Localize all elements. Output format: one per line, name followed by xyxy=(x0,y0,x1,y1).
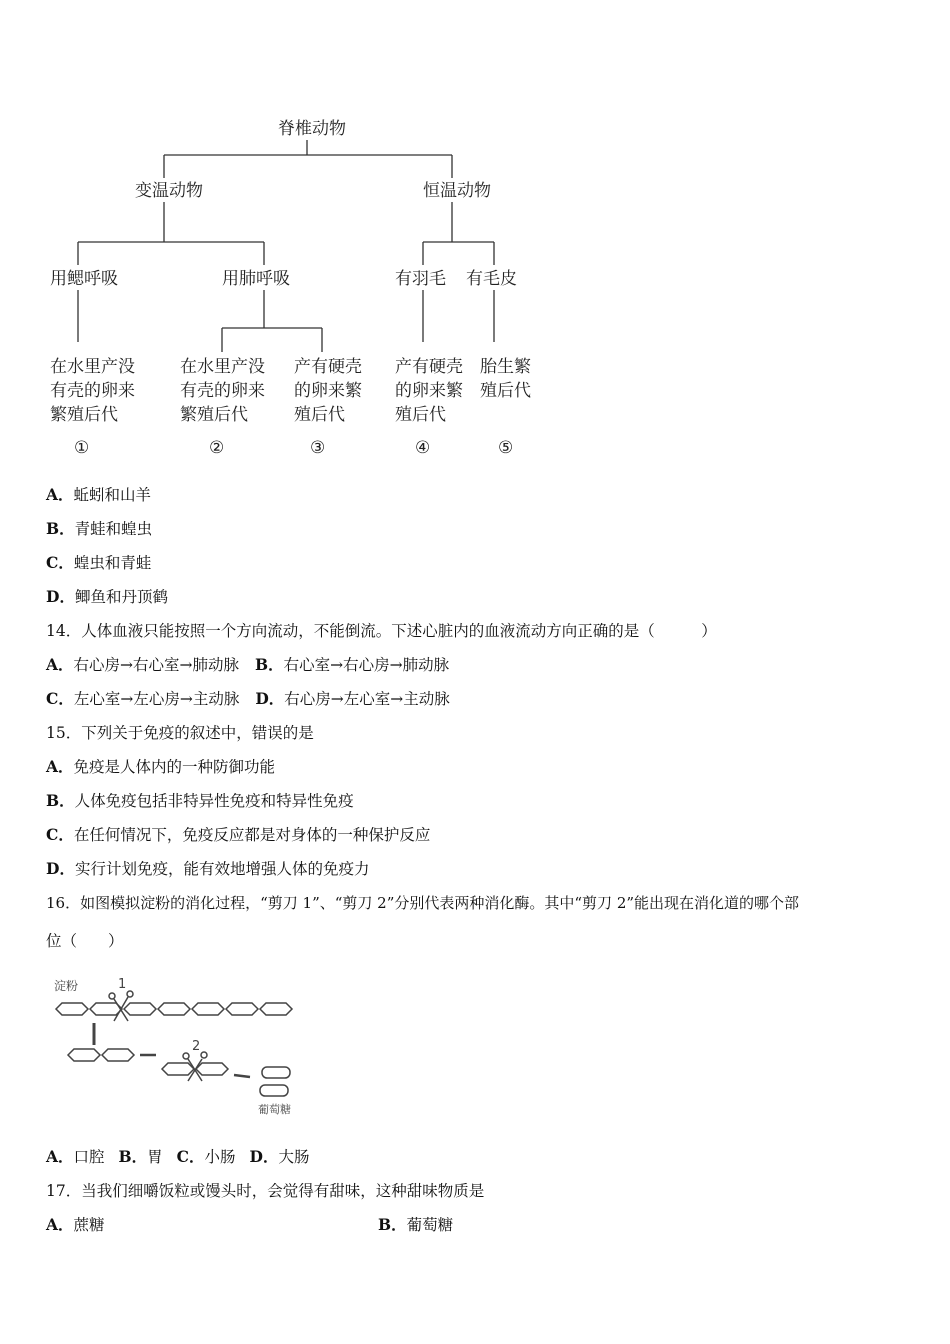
q16-option-b[interactable] xyxy=(119,1148,163,1166)
tree-leaf-desc-4: 产有硬壳 的卵来繁 殖后代 xyxy=(395,357,463,425)
q13-option-a[interactable] xyxy=(46,485,151,505)
option-letter: D． xyxy=(46,587,75,606)
tree-leaf-desc-1: 在水里产没 有壳的卵来 繁殖后代 xyxy=(50,357,135,425)
option-text: 鲫鱼和丹顶鹤 xyxy=(74,588,168,606)
option-text: 左心室→左心房→主动脉 xyxy=(73,690,240,708)
option-letter: D． xyxy=(255,689,285,708)
q16-stem-line-2: 位（ ） xyxy=(46,932,124,950)
tree-node-cold-blooded: 变温动物 xyxy=(135,181,203,201)
option-text: 青蛙和蝗虫 xyxy=(74,520,153,538)
option-text: 右心室→右心房→肺动脉 xyxy=(283,656,450,674)
option-text: 人体免疫包括非特异性免疫和特异性免疫 xyxy=(74,792,354,810)
glucose-label: 葡萄糖 xyxy=(258,1103,291,1116)
tree-node-lung-breathing: 用肺呼吸 xyxy=(222,269,290,289)
option-text: 右心房→左心室→主动脉 xyxy=(284,690,450,708)
option-text: 葡萄糖 xyxy=(406,1216,454,1234)
option-letter: C． xyxy=(176,1147,205,1166)
option-letter: B． xyxy=(46,791,75,810)
option-text: 右心房→右心室→肺动脉 xyxy=(73,656,240,674)
option-letter: D． xyxy=(46,859,75,878)
option-letter: A． xyxy=(46,757,74,776)
option-letter: B． xyxy=(255,655,284,674)
q16-option-c[interactable] xyxy=(177,1148,236,1166)
option-text: 蚯蚓和山羊 xyxy=(73,486,152,504)
q15-option-d[interactable] xyxy=(46,859,369,879)
q14-option-d[interactable] xyxy=(255,690,449,708)
q16-option-d[interactable] xyxy=(250,1148,310,1166)
option-letter: B． xyxy=(378,1215,407,1234)
q17-option-b[interactable] xyxy=(378,1215,453,1235)
scissors-1-label: 1 xyxy=(118,977,127,992)
option-text: 口腔 xyxy=(73,1148,105,1166)
q14-stem: 14．人体血液只能按照一个方向流动，不能倒流。下述心脏内的血液流动方向正确的是（ ） xyxy=(46,622,717,640)
option-letter: C． xyxy=(46,689,74,708)
option-letter: A． xyxy=(46,1147,74,1166)
starch-digestion-figure xyxy=(52,975,312,1125)
option-letter: A． xyxy=(46,1215,74,1234)
option-letter: A． xyxy=(46,485,74,504)
tree-label-5: ⑤ xyxy=(498,438,514,458)
q16-option-a[interactable] xyxy=(46,1148,105,1166)
q17-stem: 17．当我们细嚼饭粒或馒头时，会觉得有甜味，这种甜味物质是 xyxy=(46,1182,485,1200)
tree-label-2: ② xyxy=(209,438,225,458)
q14-option-c[interactable] xyxy=(46,690,239,708)
q17-option-a[interactable] xyxy=(46,1215,105,1235)
option-text: 实行计划免疫，能有效地增强人体的免疫力 xyxy=(74,860,370,878)
option-text: 小肠 xyxy=(204,1148,236,1166)
q14-option-b[interactable] xyxy=(255,656,449,674)
classification-tree-figure xyxy=(0,0,950,470)
scissors-2-label: 2 xyxy=(192,1039,201,1054)
option-letter: D． xyxy=(249,1147,279,1166)
option-letter: C． xyxy=(46,825,74,844)
q16-stem-line-1: 16．如图模拟淀粉的消化过程，“剪刀 1”、“剪刀 2”分别代表两种消化酶。其中“剪刀 2”能出现在消化道的哪个部 xyxy=(46,894,800,912)
tree-label-1: ① xyxy=(74,438,90,458)
q15-stem: 15．下列关于免疫的叙述中，错误的是 xyxy=(46,724,314,742)
option-text: 蝗虫和青蛙 xyxy=(73,554,152,572)
option-letter: B． xyxy=(118,1147,148,1166)
tree-leaf-desc-5: 胎生繁 殖后代 xyxy=(480,357,531,401)
tree-label-4: ④ xyxy=(415,438,431,458)
q15-option-c[interactable] xyxy=(46,825,430,845)
q14-options-row-1 xyxy=(46,655,449,675)
tree-node-gill-breathing: 用鳃呼吸 xyxy=(50,269,118,289)
q15-option-b[interactable] xyxy=(46,791,354,811)
q15-option-a[interactable] xyxy=(46,757,275,777)
starch-label: 淀粉 xyxy=(54,979,79,993)
option-text: 在任何情况下，免疫反应都是对身体的一种保护反应 xyxy=(73,826,431,844)
q14-option-a[interactable] xyxy=(46,656,239,674)
tree-node-feathers: 有羽毛 xyxy=(395,269,446,289)
tree-leaf-desc-2: 在水里产没 有壳的卵来 繁殖后代 xyxy=(180,357,265,425)
option-letter: C． xyxy=(46,553,74,572)
option-letter: B． xyxy=(46,519,75,538)
option-text: 大肠 xyxy=(278,1148,310,1166)
option-text: 免疫是人体内的一种防御功能 xyxy=(73,758,276,776)
tree-root-vertebrates: 脊椎动物 xyxy=(278,119,346,139)
tree-connector-lines xyxy=(0,0,950,470)
option-letter: A． xyxy=(46,655,74,674)
q13-option-b[interactable] xyxy=(46,519,152,539)
option-text: 胃 xyxy=(147,1148,163,1166)
q16-options-row xyxy=(46,1147,310,1167)
tree-node-fur: 有毛皮 xyxy=(466,269,517,289)
tree-node-warm-blooded: 恒温动物 xyxy=(423,181,491,201)
q14-options-row-2 xyxy=(46,689,450,709)
q13-option-c[interactable] xyxy=(46,553,151,573)
tree-label-3: ③ xyxy=(310,438,326,458)
tree-leaf-desc-3: 产有硬壳 的卵来繁 殖后代 xyxy=(294,357,362,425)
option-text: 蔗糖 xyxy=(73,1216,105,1234)
q13-option-d[interactable] xyxy=(46,587,168,607)
